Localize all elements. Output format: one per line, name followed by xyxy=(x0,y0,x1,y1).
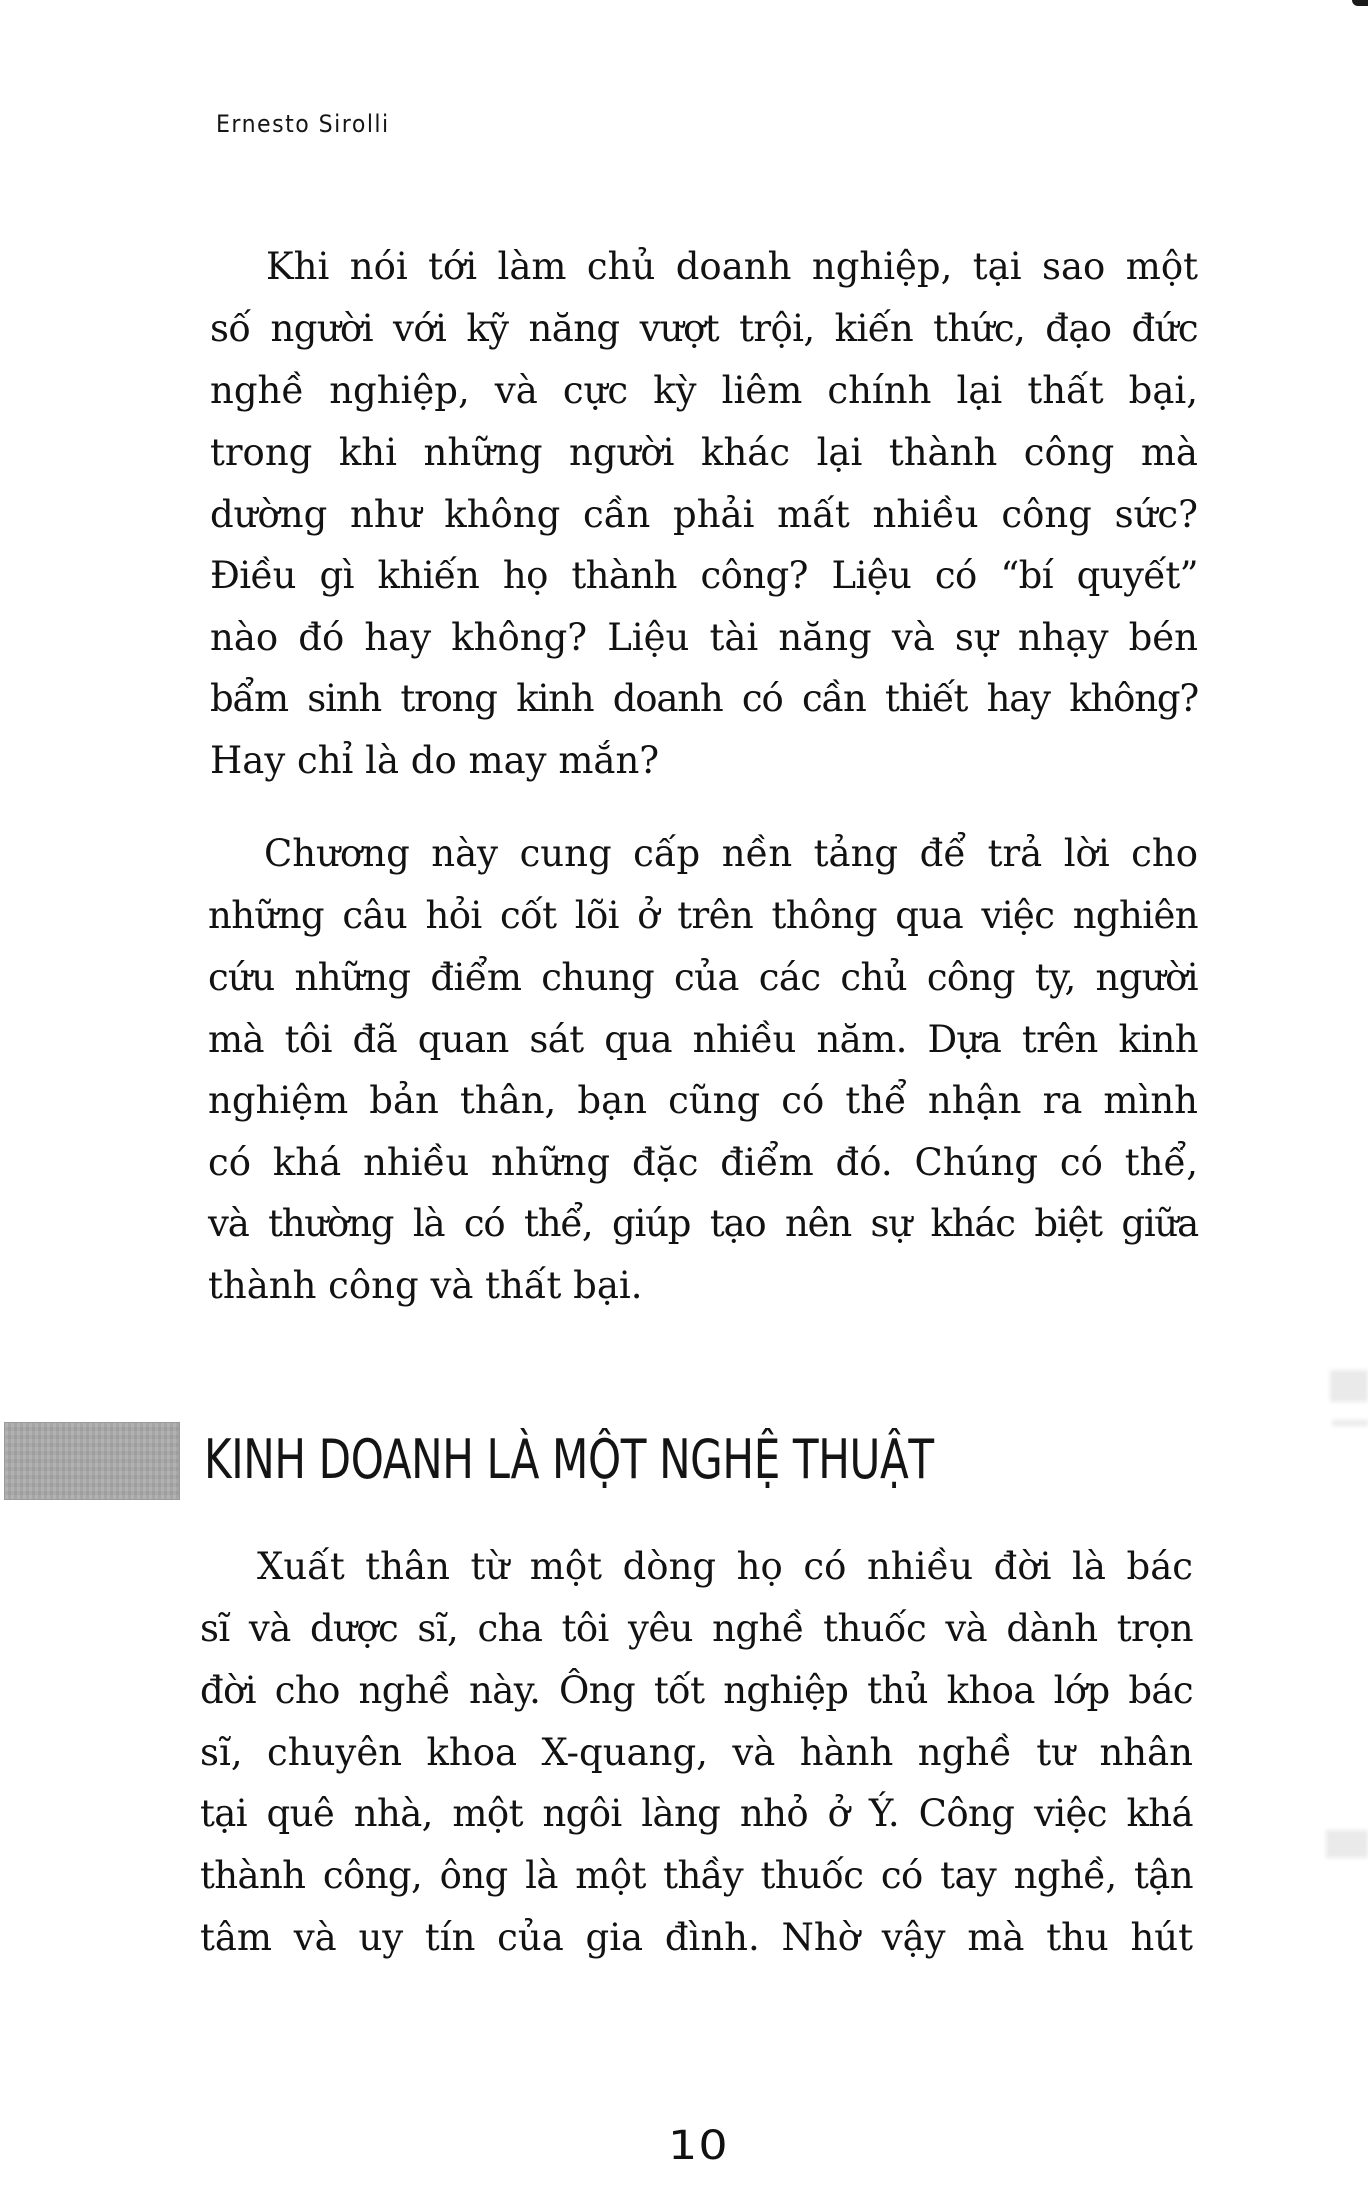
text-line: nghề nghiệp, và cực kỳ liêm chính lại thất bại, xyxy=(210,369,1198,412)
scan-artifact xyxy=(1330,1370,1368,1402)
running-header-author: Ernesto Sirolli xyxy=(216,110,390,138)
text-line: và thường là có thể, giúp tạo nên sự khác biệt giữa xyxy=(208,1202,1198,1245)
section-heading: KINH DOANH LÀ MỘT NGHỆ THUẬT xyxy=(204,1428,934,1491)
section-marker-bar xyxy=(4,1422,180,1500)
text-line: tại quê nhà, một ngôi làng nhỏ ở Ý. Công việc khá xyxy=(200,1792,1193,1835)
text-line: những câu hỏi cốt lõi ở trên thông qua việc nghiên xyxy=(208,894,1198,937)
text-line: cứu những điểm chung của các chủ công ty, người xyxy=(208,956,1198,999)
text-line: Xuất thân từ một dòng họ có nhiều đời là bác xyxy=(257,1545,1193,1588)
text-line: thành công, ông là một thầy thuốc có tay nghề, tận xyxy=(200,1854,1193,1897)
text-line: mà tôi đã quan sát qua nhiều năm. Dựa trên kinh xyxy=(208,1018,1198,1061)
scan-artifact xyxy=(1332,1420,1368,1426)
scan-corner-shadow xyxy=(1352,0,1368,6)
text-line: sĩ và dược sĩ, cha tôi yêu nghề thuốc và dành trọn xyxy=(200,1607,1193,1650)
text-line: nào đó hay không? Liệu tài năng và sự nhạy bén xyxy=(210,616,1198,659)
page-number: 10 xyxy=(668,2123,729,2169)
scan-artifact xyxy=(1326,1830,1368,1858)
text-line: sĩ, chuyên khoa X-quang, và hành nghề tư nhân xyxy=(200,1731,1193,1774)
text-line: Hay chỉ là do may mắn? xyxy=(210,739,660,782)
text-line: dường như không cần phải mất nhiều công sức? xyxy=(210,493,1198,536)
text-line: nghiệm bản thân, bạn cũng có thể nhận ra mình xyxy=(208,1079,1198,1122)
text-line: trong khi những người khác lại thành công mà xyxy=(210,431,1198,474)
text-line: số người với kỹ năng vượt trội, kiến thức, đạo đức xyxy=(210,307,1198,350)
text-line: có khá nhiều những đặc điểm đó. Chúng có thể, xyxy=(208,1141,1198,1184)
text-line: Khi nói tới làm chủ doanh nghiệp, tại sao một xyxy=(266,245,1198,288)
text-line: đời cho nghề này. Ông tốt nghiệp thủ khoa lớp bác xyxy=(200,1669,1193,1712)
text-line: tâm và uy tín của gia đình. Nhờ vậy mà thu hút xyxy=(200,1916,1193,1959)
text-line: bẩm sinh trong kinh doanh có cần thiết hay không? xyxy=(210,677,1198,720)
text-line: thành công và thất bại. xyxy=(208,1264,643,1307)
text-line: Điều gì khiến họ thành công? Liệu có “bí quyết” xyxy=(210,554,1198,597)
text-line: Chương này cung cấp nền tảng để trả lời cho xyxy=(264,832,1198,875)
